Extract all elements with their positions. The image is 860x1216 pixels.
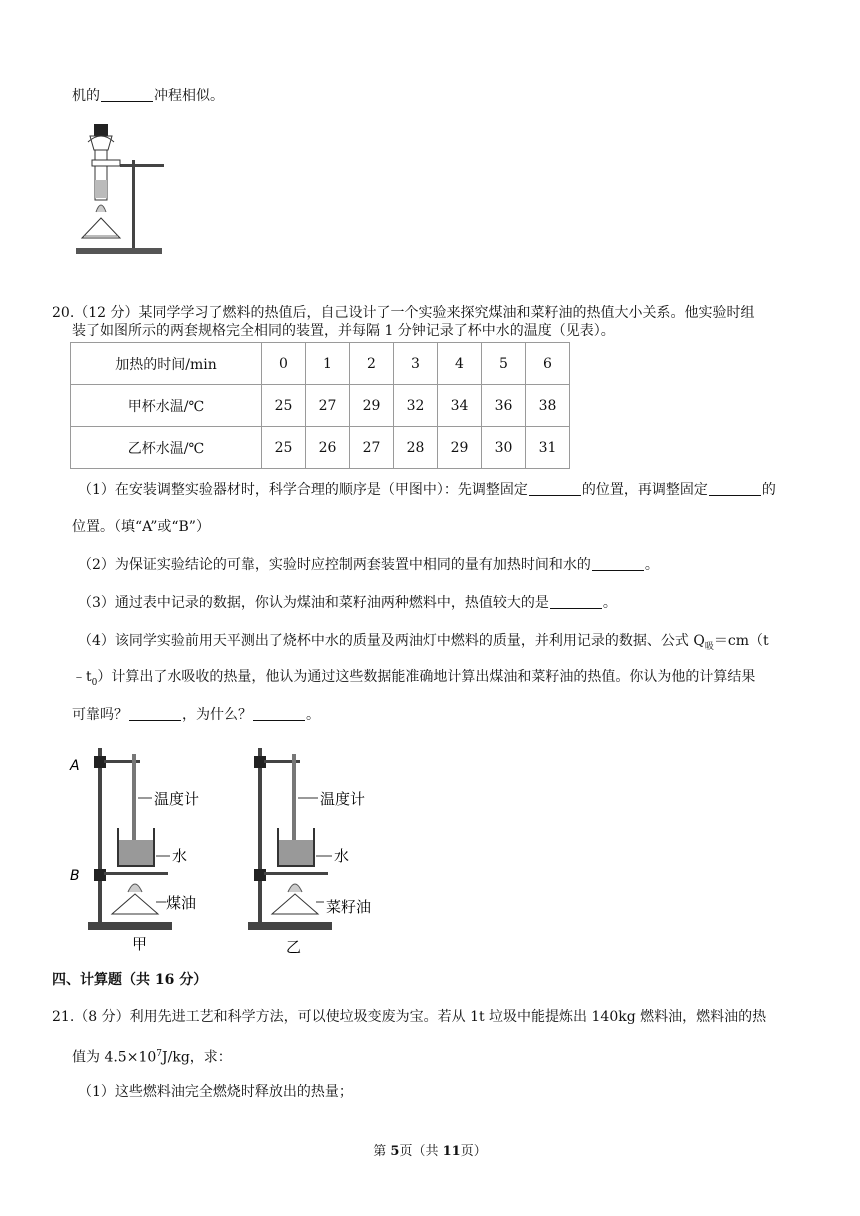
apparatus-jia (88, 748, 172, 930)
table-cell: 31 (526, 427, 570, 469)
table-row (71, 385, 570, 427)
table-cell: 29 (438, 427, 482, 469)
q21-stem-line2: 值为 $4.5\times 10^7J/kg$，求： (72, 1049, 232, 1066)
answer-blank[interactable] (709, 481, 761, 496)
table-cell: 34 (438, 385, 482, 427)
table-header-cell: 5 (482, 343, 526, 385)
answer-blank[interactable] (529, 481, 581, 496)
q21-stem-line1: 21.（8 分）利用先进工艺和科学方法，可以使垃圾变废为宝。若从 1t 垃圾中能提炼出 140kg 燃料油，燃料油的热 (52, 1009, 767, 1025)
table-cell: 32 (394, 385, 438, 427)
table-header-cell: 6 (526, 343, 570, 385)
apparatus-yi (248, 748, 332, 930)
table-cell: 25 (262, 385, 306, 427)
q20-stem-line1: 20.（12 分）某同学学习了燃料的热值后，自己设计了一个实验来探究煤油和菜籽油的热值大小关系。他实验时组 (52, 305, 755, 321)
table-header-cell: 4 (438, 343, 482, 385)
q20-part4: （4）该同学实验前用天平测出了烧杯中水的质量及两油灯中燃料的质量，并利用记录的数据、公式 $Q_吸=cm(t$ (78, 633, 769, 652)
table-header-cell: 加热的时间/min (71, 343, 262, 385)
label-thermometer-yi: 温度计 (320, 790, 366, 808)
section-heading: 四、计算题（共 16 分） (52, 972, 208, 988)
q20-part2: （2）为保证实验结论的可靠，实验时应控制两套装置中相同的量有加热时间和水的 。 (78, 557, 659, 573)
heating-apparatus-figure (68, 742, 398, 956)
table-cell: 30 (482, 427, 526, 469)
label-rapeseed-oil: 菜籽油 (326, 898, 372, 916)
q19-tail: 机的 冲程相似。 (72, 88, 224, 104)
table-row-label: 甲杯水温/℃ (71, 385, 262, 427)
table-cell: 26 (306, 427, 350, 469)
q20-part1: （1）在安装调整实验器材时，科学合理的顺序是（甲图中）：先调整固定 的位置，再调整固定 的 (78, 482, 776, 498)
answer-blank[interactable] (253, 706, 305, 721)
q20-part3: （3）通过表中记录的数据，你认为煤油和菜籽油两种燃料中，热值较大的是 。 (78, 595, 617, 611)
label-jia: 甲 (132, 935, 148, 953)
temperature-table (70, 342, 570, 469)
q20-part1-cont: 位置。（填“A”或“B”） (72, 519, 210, 535)
answer-blank[interactable] (129, 706, 181, 721)
label-thermometer-jia: 温度计 (154, 790, 200, 808)
q20-part4-line2: $﹣t_0$）计算出了水吸收的热量，他认为通过这些数据能准确地计算出煤油和菜籽油的热值。你认为他的计算结果 (72, 669, 756, 688)
page-total: 11 (442, 1144, 461, 1159)
table-header-cell: 3 (394, 343, 438, 385)
table-header-cell: 2 (350, 343, 394, 385)
label-kerosene: 煤油 (166, 894, 197, 912)
table-cell: 28 (394, 427, 438, 469)
answer-blank[interactable] (550, 594, 602, 609)
table-header-cell: 1 (306, 343, 350, 385)
table-cell: 27 (350, 427, 394, 469)
table-cell: 38 (526, 385, 570, 427)
q21-part1: （1）这些燃料油完全燃烧时释放出的热量； (78, 1084, 353, 1100)
label-water-jia: 水 (172, 847, 188, 865)
table-header-row (71, 343, 570, 385)
table-cell: 36 (482, 385, 526, 427)
q20-part4-line3: 可靠吗？ ，为什么？ 。 (72, 707, 320, 723)
table-row (71, 427, 570, 469)
page-number: 5 (390, 1144, 400, 1159)
table-cell: 25 (262, 427, 306, 469)
answer-blank[interactable] (101, 87, 153, 102)
table-row-label: 乙杯水温/℃ (71, 427, 262, 469)
label-yi: 乙 (286, 938, 302, 956)
label-a: A (70, 758, 80, 774)
test-tube-apparatus-figure (72, 120, 172, 258)
table-cell: 27 (306, 385, 350, 427)
q20-stem-line2: 装了如图所示的两套规格完全相同的装置，并每隔 1 分钟记录了杯中水的温度（见表）。 (72, 323, 615, 339)
answer-blank[interactable] (592, 556, 644, 571)
table-cell: 29 (350, 385, 394, 427)
label-b: B (70, 868, 80, 884)
label-water-yi: 水 (334, 847, 350, 865)
page-footer: 第 5页（共 11页） (373, 1144, 487, 1159)
table-header-cell: 0 (262, 343, 306, 385)
